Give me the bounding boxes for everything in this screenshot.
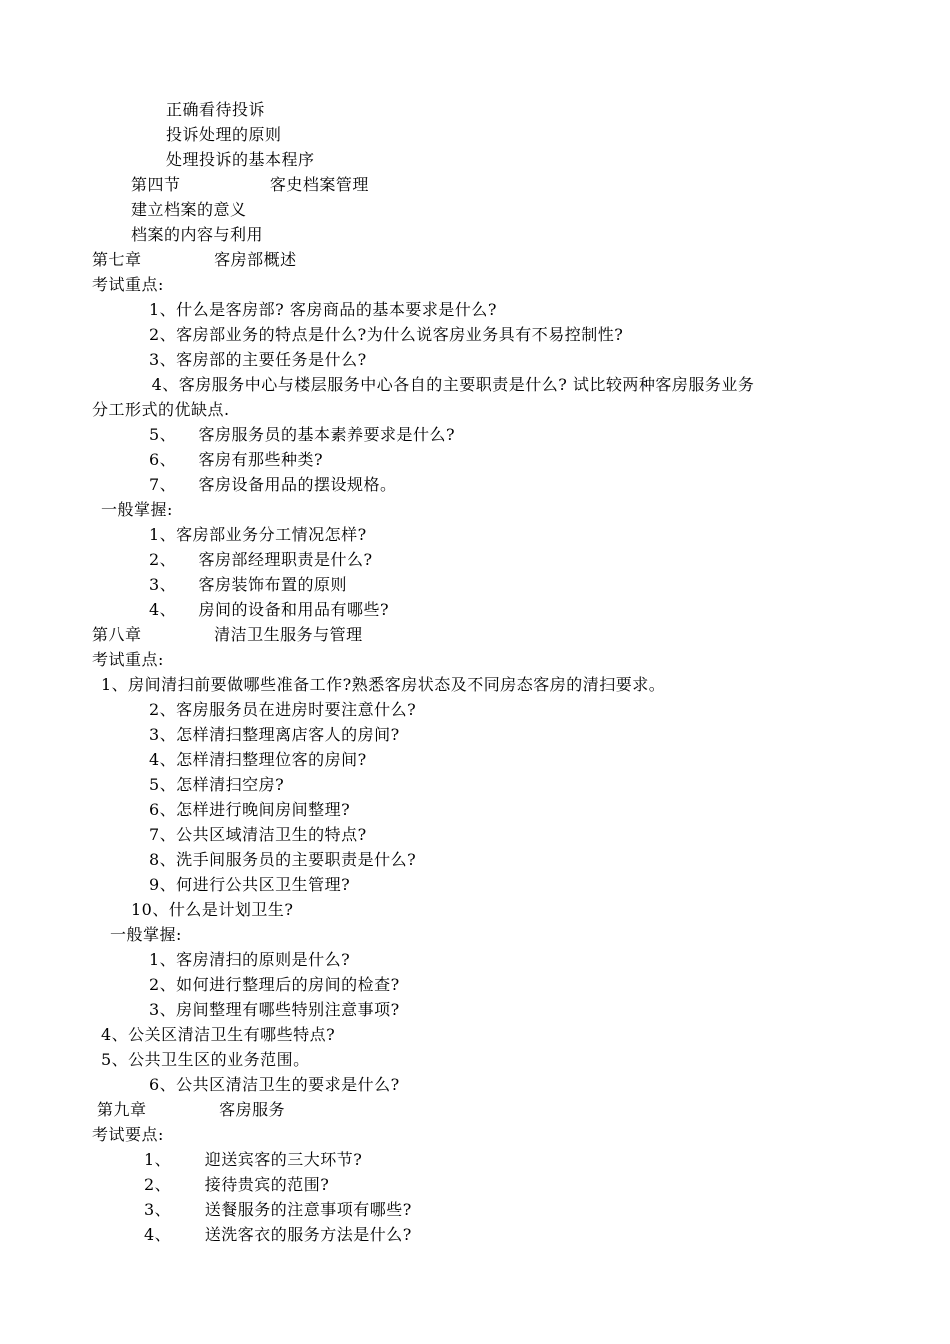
text-line: 建立档案的意义 [131, 200, 247, 219]
list-item: 2、客房服务员在进房时要注意什么? [149, 700, 417, 719]
list-item: 3、 客房装饰布置的原则 [149, 575, 348, 594]
list-item: 6、怎样进行晚间房间整理? [149, 800, 351, 819]
list-item: 5、 客房服务员的基本素养要求是什么? [149, 425, 456, 444]
list-item: 3、 送餐服务的注意事项有哪些? [144, 1200, 412, 1219]
section-heading: 第四节 客史档案管理 [131, 175, 369, 194]
list-item: 5、公共卫生区的业务范围。 [101, 1050, 310, 1069]
list-item: 4、公关区清洁卫生有哪些特点? [101, 1025, 336, 1044]
list-item: 4、 送洗客衣的服务方法是什么? [144, 1225, 412, 1244]
list-item: 4、怎样清扫整理位客的房间? [149, 750, 367, 769]
list-item: 3、怎样清扫整理离店客人的房间? [149, 725, 400, 744]
text-line: 处理投诉的基本程序 [166, 150, 315, 169]
subheading: 考试要点: [92, 1125, 164, 1144]
list-item: 1、房间清扫前要做哪些准备工作?熟悉客房状态及不同房态客房的清扫要求。 [101, 675, 666, 694]
chapter-heading: 第八章 清洁卫生服务与管理 [92, 625, 363, 644]
list-item: 4、 房间的设备和用品有哪些? [149, 600, 390, 619]
list-item: 3、房间整理有哪些特别注意事项? [149, 1000, 400, 1019]
list-item-continuation: 分工形式的优缺点. [92, 400, 230, 419]
list-item: 9、何进行公共区卫生管理? [149, 875, 351, 894]
list-item: 6、 客房有那些种类? [149, 450, 324, 469]
list-item: 1、客房清扫的原则是什么? [149, 950, 351, 969]
list-item: 4、客房服务中心与楼层服务中心各自的主要职责是什么? 试比较两种客房服务业务 [146, 375, 755, 394]
list-item: 2、客房部业务的特点是什么?为什么说客房业务具有不易控制性? [149, 325, 624, 344]
list-item: 1、 迎送宾客的三大环节? [144, 1150, 363, 1169]
text-line: 投诉处理的原则 [166, 125, 282, 144]
subheading: 考试重点: [92, 650, 164, 669]
subheading: 考试重点: [92, 275, 164, 294]
chapter-heading: 第七章 客房部概述 [92, 250, 297, 269]
list-item: 5、怎样清扫空房? [149, 775, 285, 794]
chapter-heading: 第九章 客房服务 [97, 1100, 286, 1119]
text-line: 档案的内容与利用 [131, 225, 264, 244]
list-item: 7、公共区域清洁卫生的特点? [149, 825, 367, 844]
list-item: 7、 客房设备用品的摆设规格。 [149, 475, 397, 494]
list-item: 8、洗手间服务员的主要职责是什么? [149, 850, 417, 869]
list-item: 3、客房部的主要任务是什么? [149, 350, 367, 369]
list-item: 10、什么是计划卫生? [131, 900, 294, 919]
subheading: 一般掌握: [110, 925, 182, 944]
list-item: 1、什么是客房部? 客房商品的基本要求是什么? [149, 300, 497, 319]
list-item: 2、 接待贵宾的范围? [144, 1175, 330, 1194]
list-item: 2、 客房部经理职责是什么? [149, 550, 373, 569]
text-line: 正确看待投诉 [166, 100, 266, 119]
list-item: 1、客房部业务分工情况怎样? [149, 525, 367, 544]
subheading: 一般掌握: [101, 500, 173, 519]
list-item: 2、如何进行整理后的房间的检查? [149, 975, 400, 994]
list-item: 6、公共区清洁卫生的要求是什么? [149, 1075, 400, 1094]
